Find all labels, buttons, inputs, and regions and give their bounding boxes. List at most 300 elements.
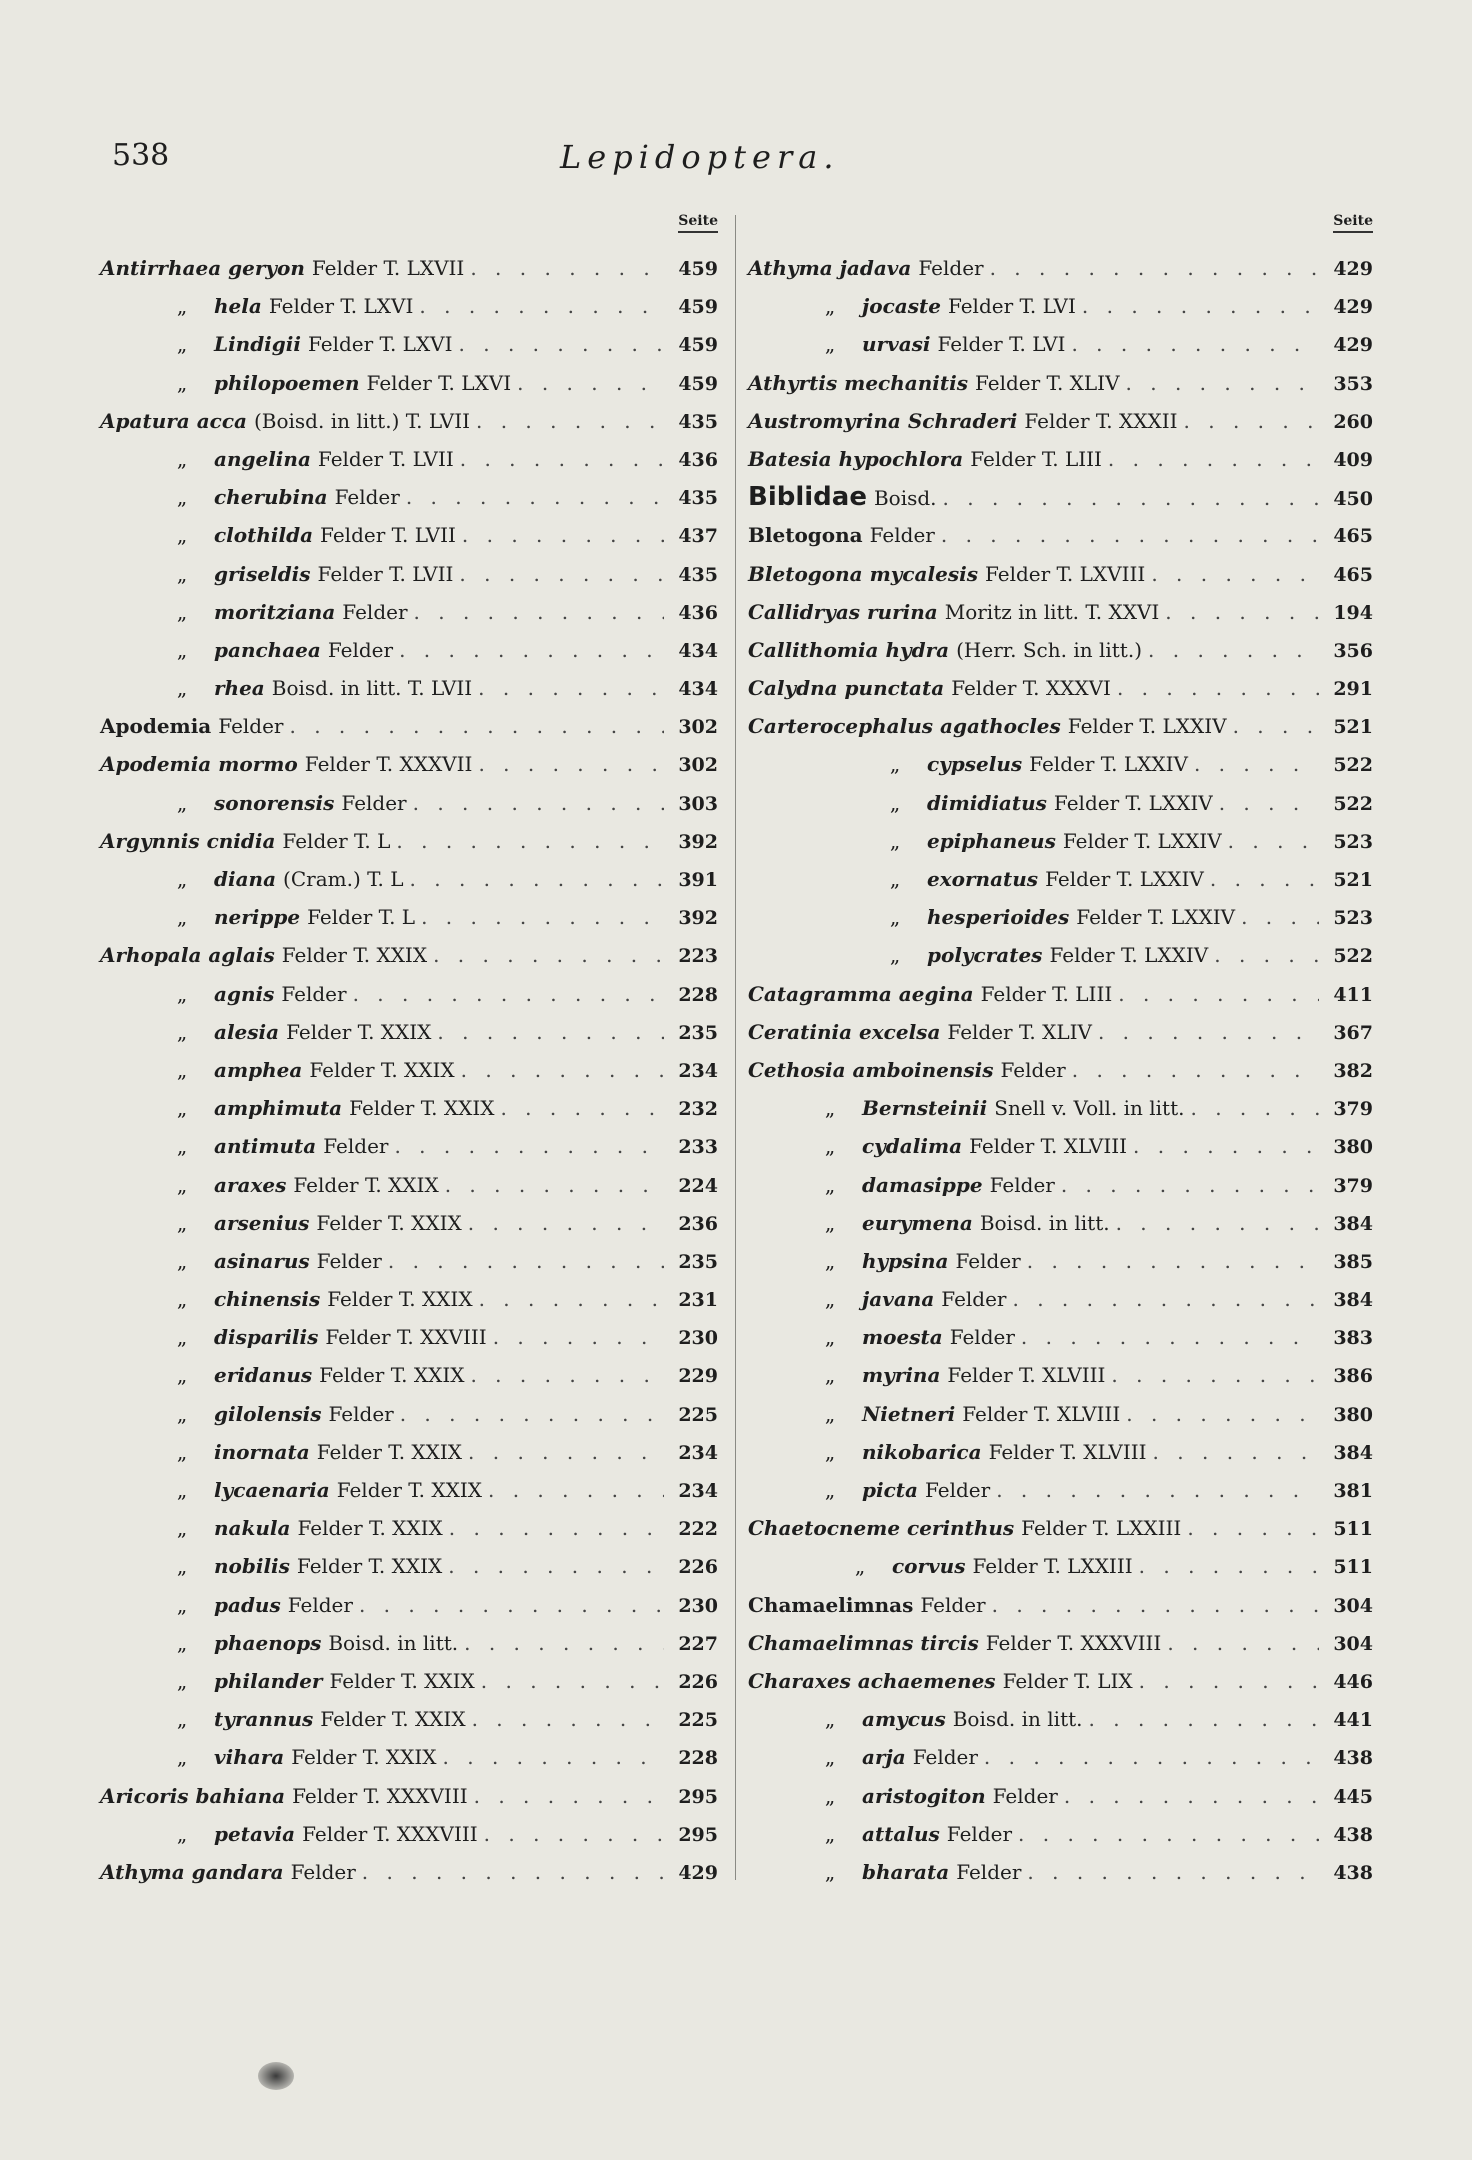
index-entry — [748, 1586, 1373, 1624]
dot-leader — [1233, 707, 1319, 745]
taxon-name: attalus — [862, 1821, 940, 1846]
ditto-mark: „ — [176, 1478, 188, 1502]
ditto-mark: „ — [176, 1172, 188, 1197]
dot-leader — [394, 1127, 664, 1165]
author-plate: Felder T. XLIV — [974, 370, 1120, 395]
index-entry — [748, 1013, 1373, 1051]
taxon-name: Chaetocneme cerinthus — [748, 1516, 1015, 1541]
dot-leader — [1089, 1700, 1319, 1738]
index-column-left — [100, 213, 718, 1891]
page-reference: 232 — [678, 1098, 718, 1121]
index-entry — [100, 1356, 718, 1394]
page-reference: 459 — [678, 372, 718, 395]
page-reference: 459 — [678, 296, 718, 319]
index-entry — [748, 1547, 1373, 1585]
author-plate: Felder T. LVII — [320, 523, 456, 548]
author-plate: Felder — [327, 637, 394, 662]
taxon-name: chinensis — [214, 1287, 321, 1312]
page-reference: 435 — [678, 410, 718, 433]
index-entry — [100, 516, 718, 554]
taxon-name: Callidryas rurina — [748, 599, 938, 624]
page-reference: 522 — [1333, 754, 1373, 777]
index-entry — [748, 975, 1373, 1013]
seite-label: Seite — [678, 213, 718, 233]
taxon-name: vihara — [214, 1745, 285, 1770]
dot-leader — [1151, 555, 1319, 593]
page-reference: 303 — [678, 792, 718, 815]
index-entry — [100, 1395, 718, 1433]
taxon-name: nikobarica — [862, 1439, 982, 1464]
ditto-mark: „ — [176, 294, 188, 319]
taxon-name: arsenius — [214, 1210, 310, 1235]
ditto-mark: „ — [176, 485, 188, 510]
taxon-name: hypsina — [862, 1248, 949, 1273]
author-plate: Felder — [218, 714, 284, 739]
page-reference: 434 — [678, 639, 718, 662]
page-reference: 223 — [678, 945, 718, 968]
author-plate: Felder — [949, 1325, 1015, 1350]
author-plate: Felder T. XXXII — [1024, 408, 1178, 433]
index-entry — [100, 1242, 718, 1280]
taxon-name: alesia — [214, 1019, 280, 1044]
index-entry — [748, 898, 1373, 936]
dot-leader — [1153, 1433, 1319, 1471]
dot-leader — [1167, 1624, 1319, 1662]
author-plate: Felder T. LXXIV — [1076, 905, 1236, 930]
index-entry — [100, 1738, 718, 1776]
page-reference: 511 — [1333, 1518, 1373, 1541]
dot-leader — [517, 364, 664, 402]
page-reference: 435 — [678, 487, 718, 510]
taxon-name: nerippe — [214, 905, 301, 930]
index-entry — [100, 975, 718, 1013]
ditto-mark: „ — [824, 1401, 836, 1426]
dot-leader — [459, 325, 664, 363]
author-plate: Boisd. in litt. — [328, 1630, 459, 1655]
index-entry — [100, 1204, 718, 1242]
taxon-name: Arhopala aglais — [100, 943, 275, 968]
taxon-name: phaenops — [214, 1630, 322, 1655]
ditto-mark: „ — [824, 1210, 836, 1235]
index-entry — [100, 1853, 718, 1891]
author-plate: Felder — [989, 1172, 1055, 1197]
dot-leader — [1118, 975, 1319, 1013]
page-reference: 381 — [1333, 1480, 1373, 1502]
page-reference: 521 — [1333, 716, 1373, 739]
index-entry — [748, 249, 1373, 287]
index-entry — [748, 1815, 1373, 1853]
author-plate: Boisd. in litt. T. LVII — [271, 676, 473, 701]
ditto-mark: „ — [824, 1325, 836, 1350]
ditto-mark: „ — [176, 446, 188, 471]
dot-leader — [464, 1624, 664, 1662]
dot-leader — [1219, 784, 1319, 822]
taxon-name: polycrates — [927, 943, 1043, 968]
ditto-mark: „ — [889, 943, 901, 968]
author-plate: Felder T. LIX — [1002, 1668, 1133, 1693]
index-entry — [748, 440, 1373, 478]
index-entry — [748, 1051, 1373, 1089]
index-entry — [748, 364, 1373, 402]
page-reference: 523 — [1333, 830, 1373, 853]
ditto-mark: „ — [176, 1745, 188, 1770]
index-entry — [748, 1853, 1373, 1891]
dot-leader — [1116, 1204, 1319, 1242]
dot-leader — [421, 898, 664, 936]
page-reference: 231 — [678, 1289, 718, 1312]
taxon-name: cydalima — [862, 1134, 963, 1159]
author-plate: Felder — [941, 1287, 1007, 1312]
page-reference: 384 — [1333, 1441, 1373, 1464]
taxon-name: urvasi — [862, 332, 931, 357]
index-entry — [748, 745, 1373, 783]
author-plate: Felder T. LXVI — [366, 370, 512, 395]
dot-leader — [1165, 593, 1319, 631]
taxon-name: inornata — [214, 1439, 310, 1464]
dot-leader — [474, 1777, 664, 1815]
page-reference: 465 — [1333, 563, 1373, 586]
page-reference: 382 — [1333, 1059, 1373, 1082]
dot-leader — [1187, 1509, 1319, 1547]
index-entry — [100, 707, 718, 745]
taxon-name: cypselus — [927, 752, 1023, 777]
index-entry — [100, 1777, 718, 1815]
ditto-mark: „ — [176, 1019, 188, 1044]
ditto-mark: „ — [176, 370, 188, 395]
ink-smudge — [258, 2062, 294, 2090]
index-entry — [748, 1318, 1373, 1356]
dot-leader — [992, 1586, 1319, 1624]
author-plate: Felder — [316, 1248, 382, 1273]
author-plate: Moritz in litt. T. XXVI — [944, 599, 1160, 624]
ditto-mark: „ — [824, 1172, 836, 1197]
dot-leader — [1210, 860, 1319, 898]
dot-leader — [1228, 822, 1319, 860]
author-plate: (Cram.) T. L — [283, 867, 404, 891]
page-reference: 228 — [678, 983, 718, 1006]
index-entry — [100, 1318, 718, 1356]
taxon-name: Batesia hypochlora — [748, 446, 964, 471]
author-plate: Felder T. LXVI — [268, 294, 414, 319]
page-reference: 225 — [678, 1403, 718, 1426]
ditto-mark: „ — [176, 676, 188, 701]
dot-leader — [1139, 1662, 1319, 1700]
index-entry — [748, 1433, 1373, 1471]
ditto-mark: „ — [176, 867, 188, 891]
taxon-name: griseldis — [214, 561, 311, 586]
index-entry — [100, 1433, 718, 1471]
author-plate: Snell v. Voll. in litt. — [994, 1096, 1185, 1121]
dot-leader — [1027, 1853, 1319, 1891]
author-plate: Felder — [1000, 1057, 1066, 1082]
index-entry — [100, 440, 718, 478]
page-reference: 380 — [1333, 1136, 1373, 1159]
taxon-name: Antirrhaea geryon — [100, 256, 305, 280]
index-entry — [748, 936, 1373, 974]
index-entry — [100, 745, 718, 783]
ditto-mark: „ — [176, 599, 188, 624]
page-reference: 385 — [1333, 1250, 1373, 1273]
ditto-mark: „ — [889, 790, 901, 815]
index-entry — [100, 1089, 718, 1127]
taxon-name: Bletogona mycalesis — [748, 561, 978, 586]
taxon-name: Biblidae — [748, 482, 867, 513]
ditto-mark: „ — [176, 790, 188, 815]
taxon-name: myrina — [862, 1363, 941, 1388]
taxon-name: sonorensis — [214, 790, 335, 815]
taxon-name: agnis — [214, 981, 275, 1006]
author-plate: Felder T. XXIX — [336, 1478, 482, 1502]
index-entry — [100, 936, 718, 974]
author-plate: Felder T. XXVIII — [325, 1325, 487, 1350]
index-entry — [100, 1280, 718, 1318]
dot-leader — [1061, 1166, 1319, 1204]
author-plate: Felder T. LIII — [970, 446, 1102, 471]
ditto-mark: „ — [176, 561, 188, 586]
author-plate: Felder T. LXVIII — [984, 561, 1146, 586]
author-plate: Felder T. XXXVII — [304, 752, 473, 777]
dot-leader — [437, 1013, 664, 1051]
ditto-mark: „ — [824, 1859, 836, 1884]
ditto-mark: „ — [176, 1325, 188, 1350]
ditto-mark: „ — [824, 1248, 836, 1273]
author-plate: Felder T. LXVII — [311, 256, 465, 280]
dot-leader — [488, 1471, 664, 1509]
page-reference: 367 — [1333, 1021, 1373, 1044]
page-reference: 386 — [1333, 1365, 1373, 1388]
ditto-mark: „ — [889, 752, 901, 777]
dot-leader — [470, 1356, 664, 1394]
author-plate: Felder T. L — [307, 905, 416, 930]
dot-leader — [448, 1547, 664, 1585]
dot-leader — [1191, 1089, 1320, 1127]
author-plate: Felder T. XXXVIII — [302, 1821, 478, 1846]
taxon-name: picta — [862, 1478, 918, 1502]
author-plate: Felder T. XXXVI — [951, 676, 1111, 701]
author-plate: Felder T. LIII — [980, 981, 1113, 1006]
page-reference: 227 — [678, 1632, 718, 1655]
ditto-mark: „ — [176, 1630, 188, 1655]
index-entry — [100, 249, 718, 287]
dot-leader — [1126, 1395, 1319, 1433]
index-entry — [100, 822, 718, 860]
ditto-mark: „ — [176, 1554, 188, 1579]
index-entry — [748, 1280, 1373, 1318]
dot-leader — [478, 669, 664, 707]
ditto-mark: „ — [176, 1287, 188, 1312]
page-reference: 523 — [1333, 907, 1373, 930]
taxon-name: aristogiton — [862, 1783, 986, 1808]
page-reference: 438 — [1333, 1823, 1373, 1846]
ditto-mark: „ — [176, 1821, 188, 1846]
taxon-name: Chamaelimnas tircis — [748, 1630, 979, 1655]
author-plate: Felder T. LXXIV — [1053, 790, 1213, 815]
index-entry — [748, 478, 1373, 516]
author-plate: Boisd. — [873, 486, 937, 511]
taxon-name: Apodemia mormo — [100, 752, 298, 777]
page-reference: 302 — [678, 716, 718, 739]
dot-leader — [1241, 898, 1319, 936]
index-entry — [100, 898, 718, 936]
index-entry — [748, 1242, 1373, 1280]
taxon-name: Athyrtis mechanitis — [748, 370, 968, 395]
author-plate: Felder T. XXIX — [316, 1439, 463, 1464]
ditto-mark: „ — [176, 637, 188, 662]
running-title: Lepidoptera. — [560, 138, 840, 176]
dot-leader — [1064, 1777, 1319, 1815]
dot-leader — [414, 593, 664, 631]
page-reference: 438 — [1333, 1861, 1373, 1884]
index-entry — [748, 516, 1373, 554]
author-plate: Felder T. LVII — [317, 446, 454, 471]
author-plate: Felder — [912, 1745, 978, 1770]
dot-leader — [413, 784, 664, 822]
index-entry — [100, 1509, 718, 1547]
page-reference: 441 — [1333, 1709, 1373, 1732]
dot-leader — [419, 287, 664, 325]
page-reference: 194 — [1333, 601, 1373, 624]
index-entry — [100, 1700, 718, 1738]
taxon-name: moesta — [862, 1325, 943, 1350]
page-reference: 383 — [1333, 1327, 1373, 1350]
ditto-mark: „ — [176, 905, 188, 930]
dot-leader — [388, 1242, 664, 1280]
author-plate: Felder T. LXXIV — [1049, 943, 1209, 968]
page-reference: 226 — [678, 1556, 718, 1579]
index-list-left — [100, 249, 718, 1891]
page-reference: 234 — [678, 1480, 718, 1502]
index-entry — [100, 860, 718, 898]
page-reference: 384 — [1333, 1212, 1373, 1235]
taxon-name: gilolensis — [214, 1401, 322, 1426]
ditto-mark: „ — [176, 1668, 188, 1693]
index-entry — [100, 669, 718, 707]
index-entry — [748, 1624, 1373, 1662]
ditto-mark: „ — [824, 1783, 836, 1808]
ditto-mark: „ — [176, 981, 188, 1006]
taxon-name: Carterocephalus agathocles — [748, 714, 1061, 739]
page-reference: 391 — [678, 869, 718, 891]
index-entry — [100, 1471, 718, 1509]
author-plate: Felder — [342, 599, 408, 624]
page-reference: 522 — [1333, 945, 1373, 968]
author-plate: Felder — [328, 1401, 394, 1426]
author-plate: Felder T. XXIX — [281, 943, 428, 968]
page-reference: 236 — [678, 1212, 718, 1235]
index-entry — [748, 1471, 1373, 1509]
taxon-name: Athyma gandara — [100, 1859, 284, 1884]
author-plate: Felder T. XXIX — [327, 1287, 473, 1312]
taxon-name: hela — [214, 294, 262, 319]
page-reference: 445 — [1333, 1785, 1373, 1808]
dot-leader — [1184, 402, 1319, 440]
taxon-name: jocaste — [862, 294, 941, 319]
index-entry — [100, 1815, 718, 1853]
taxon-name: amphimuta — [214, 1096, 343, 1121]
taxon-name: Athyma jadava — [748, 256, 912, 280]
dot-leader — [1194, 745, 1319, 783]
index-list-right — [748, 249, 1373, 1891]
page-reference: 465 — [1333, 525, 1373, 548]
taxon-name: moritziana — [214, 599, 336, 624]
page-reference: 392 — [678, 907, 718, 930]
author-plate: Felder T. XXIX — [291, 1745, 437, 1770]
author-plate: Felder — [287, 1592, 353, 1617]
page-reference: 353 — [1333, 372, 1373, 395]
ditto-mark: „ — [176, 1401, 188, 1426]
ditto-mark: „ — [824, 1096, 836, 1121]
author-plate: Felder T. XLVIII — [947, 1363, 1106, 1388]
index-entry — [100, 325, 718, 363]
taxon-name: antimuta — [214, 1134, 317, 1159]
page-reference: 222 — [678, 1518, 718, 1541]
taxon-name: philopoemen — [214, 370, 360, 395]
taxon-name: epiphaneus — [927, 828, 1056, 853]
taxon-name: amphea — [214, 1057, 303, 1082]
taxon-name: nobilis — [214, 1554, 290, 1579]
page-reference: 429 — [1333, 334, 1373, 357]
page-reference: 234 — [678, 1441, 718, 1464]
author-plate: Felder T. XLIV — [947, 1019, 1092, 1044]
dot-leader — [443, 1738, 664, 1776]
taxon-name: damasippe — [862, 1172, 983, 1197]
taxon-name: Chamaelimnas — [748, 1592, 914, 1617]
index-entry — [748, 1738, 1373, 1776]
page-reference: 446 — [1333, 1670, 1373, 1693]
author-plate: Felder — [955, 1248, 1021, 1273]
index-entry — [748, 860, 1373, 898]
taxon-name: Calydna punctata — [748, 676, 945, 701]
author-plate: Felder — [341, 790, 407, 815]
page-reference: 429 — [1333, 258, 1373, 280]
dot-leader — [996, 1471, 1319, 1509]
page-reference: 429 — [678, 1861, 718, 1884]
page-reference: 521 — [1333, 869, 1373, 891]
author-plate: Felder — [869, 523, 935, 548]
author-plate: Felder T. XXIX — [293, 1172, 439, 1197]
index-entry — [100, 631, 718, 669]
dot-leader — [478, 745, 664, 783]
page-reference: 435 — [678, 563, 718, 586]
ditto-mark: „ — [176, 1439, 188, 1464]
author-plate: Felder — [992, 1783, 1058, 1808]
author-plate: Felder T. XXIX — [320, 1707, 466, 1732]
dot-leader — [460, 440, 664, 478]
column-header — [748, 213, 1373, 249]
page-reference: 437 — [678, 525, 718, 548]
author-plate: Felder T. LXXIII — [1021, 1516, 1182, 1541]
dot-leader — [943, 479, 1319, 517]
page-reference: 229 — [678, 1365, 718, 1388]
page-reference: 295 — [678, 1785, 718, 1808]
ditto-mark: „ — [176, 1057, 188, 1082]
page-reference: 233 — [678, 1136, 718, 1159]
taxon-name: asinarus — [214, 1248, 310, 1273]
taxon-name: tyrannus — [214, 1707, 314, 1732]
ditto-mark: „ — [824, 1134, 836, 1159]
author-plate: Felder — [334, 485, 400, 510]
dot-leader — [462, 516, 664, 554]
dot-leader — [1126, 364, 1319, 402]
taxon-name: Catagramma aegina — [748, 981, 974, 1006]
page-number: 538 — [112, 138, 170, 173]
dot-leader — [472, 1700, 664, 1738]
index-entry — [748, 555, 1373, 593]
taxon-name: clothilda — [214, 523, 314, 548]
author-plate: Felder — [918, 256, 984, 280]
author-plate: Felder — [323, 1134, 389, 1159]
dot-leader — [1071, 325, 1319, 363]
